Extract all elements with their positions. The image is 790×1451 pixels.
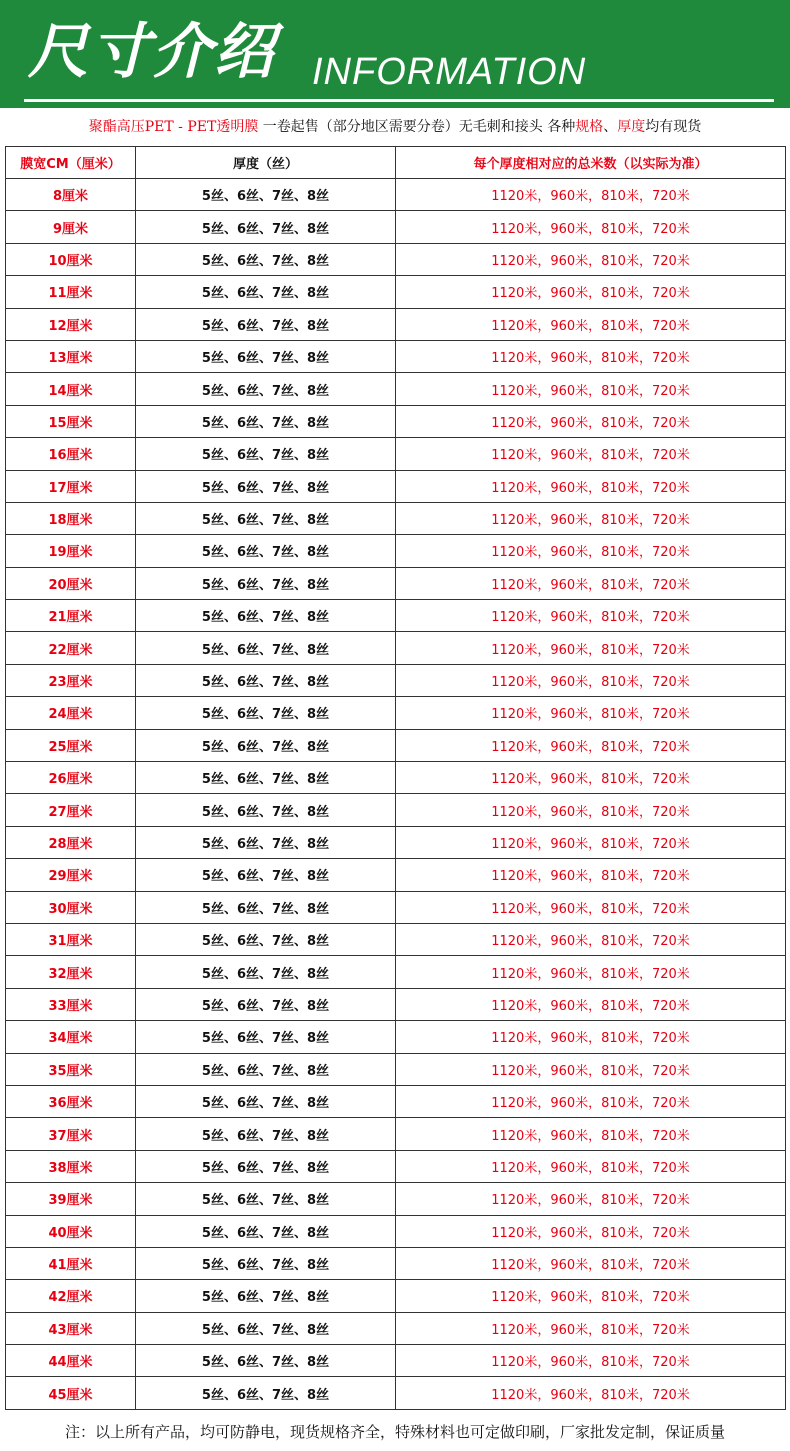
separator: 、 <box>603 119 618 135</box>
cell-width: 13厘米 <box>6 340 136 372</box>
cell-width: 45厘米 <box>6 1377 136 1409</box>
cell-length: 1120米，960米，810米，720米 <box>396 243 786 275</box>
cell-thickness: 5丝、6丝、7丝、8丝 <box>136 179 396 211</box>
cell-width: 8厘米 <box>6 179 136 211</box>
header-length: 每个厚度相对应的总米数（以实际为准） <box>396 147 786 179</box>
cell-thickness: 5丝、6丝、7丝、8丝 <box>136 664 396 696</box>
cell-length: 1120米，960米，810米，720米 <box>396 1021 786 1053</box>
table-row <box>6 1312 786 1344</box>
table-row <box>6 923 786 955</box>
cell-thickness: 5丝、6丝、7丝、8丝 <box>136 1377 396 1409</box>
cell-width: 28厘米 <box>6 826 136 858</box>
cell-length: 1120米，960米，810米，720米 <box>396 1215 786 1247</box>
table-row <box>6 535 786 567</box>
table-row <box>6 664 786 696</box>
table-row <box>6 470 786 502</box>
cell-thickness: 5丝、6丝、7丝、8丝 <box>136 632 396 664</box>
cell-length: 1120米，960米，810米，720米 <box>396 697 786 729</box>
cell-thickness: 5丝、6丝、7丝、8丝 <box>136 891 396 923</box>
cell-width: 22厘米 <box>6 632 136 664</box>
table-row <box>6 988 786 1020</box>
cell-width: 20厘米 <box>6 567 136 599</box>
cell-length: 1120米，960米，810米，720米 <box>396 923 786 955</box>
cell-width: 21厘米 <box>6 600 136 632</box>
table-row <box>6 697 786 729</box>
cell-length: 1120米，960米，810米，720米 <box>396 179 786 211</box>
sale-text: 一卷起售（部分地区需要分卷）无毛刺和接头 各种 <box>262 119 576 135</box>
cell-width: 19厘米 <box>6 535 136 567</box>
table-row <box>6 1183 786 1215</box>
table-row <box>6 438 786 470</box>
spec-label: 规格 <box>575 119 604 135</box>
cell-thickness: 5丝、6丝、7丝、8丝 <box>136 1215 396 1247</box>
cell-length: 1120米，960米，810米，720米 <box>396 1377 786 1409</box>
cell-thickness: 5丝、6丝、7丝、8丝 <box>136 1345 396 1377</box>
cell-length: 1120米，960米，810米，720米 <box>396 502 786 534</box>
table-row <box>6 729 786 761</box>
cell-thickness: 5丝、6丝、7丝、8丝 <box>136 988 396 1020</box>
table-row <box>6 632 786 664</box>
cell-width: 25厘米 <box>6 729 136 761</box>
cell-width: 15厘米 <box>6 405 136 437</box>
cell-length: 1120米，960米，810米，720米 <box>396 276 786 308</box>
cell-length: 1120米，960米，810米，720米 <box>396 988 786 1020</box>
cell-length: 1120米，960米，810米，720米 <box>396 1183 786 1215</box>
header-width: 膜宽CM（厘米） <box>6 147 136 179</box>
cell-width: 42厘米 <box>6 1280 136 1312</box>
footer-note: 注：以上所有产品，均可防静电，现货规格齐全，特殊材料也可定做印刷，厂家批发定制，保证质量 <box>64 1423 725 1441</box>
header-banner <box>0 0 790 108</box>
header-thickness: 厚度（丝） <box>136 147 396 179</box>
cell-width: 44厘米 <box>6 1345 136 1377</box>
cell-length: 1120米，960米，810米，720米 <box>396 1280 786 1312</box>
cell-width: 34厘米 <box>6 1021 136 1053</box>
table-row <box>6 762 786 794</box>
cell-width: 10厘米 <box>6 243 136 275</box>
cell-thickness: 5丝、6丝、7丝、8丝 <box>136 697 396 729</box>
table-row <box>6 1021 786 1053</box>
cell-length: 1120米，960米，810米，720米 <box>396 762 786 794</box>
table-row <box>6 502 786 534</box>
cell-length: 1120米，960米，810米，720米 <box>396 826 786 858</box>
banner-title-en: INFORMATION <box>312 51 587 93</box>
cell-width: 40厘米 <box>6 1215 136 1247</box>
cell-thickness: 5丝、6丝、7丝、8丝 <box>136 826 396 858</box>
cell-length: 1120米，960米，810米，720米 <box>396 211 786 243</box>
cell-thickness: 5丝、6丝、7丝、8丝 <box>136 502 396 534</box>
cell-length: 1120米，960米，810米，720米 <box>396 1118 786 1150</box>
product-name: 聚酯高压PET - PET透明膜 <box>88 119 259 135</box>
cell-width: 16厘米 <box>6 438 136 470</box>
cell-length: 1120米，960米，810米，720米 <box>396 956 786 988</box>
table-row <box>6 1247 786 1279</box>
cell-length: 1120米，960米，810米，720米 <box>396 1053 786 1085</box>
cell-width: 32厘米 <box>6 956 136 988</box>
cell-length: 1120米，960米，810米，720米 <box>396 794 786 826</box>
cell-length: 1120米，960米，810米，720米 <box>396 600 786 632</box>
table-row <box>6 308 786 340</box>
cell-thickness: 5丝、6丝、7丝、8丝 <box>136 243 396 275</box>
cell-width: 23厘米 <box>6 664 136 696</box>
table-row <box>6 1150 786 1182</box>
cell-thickness: 5丝、6丝、7丝、8丝 <box>136 1021 396 1053</box>
cell-thickness: 5丝、6丝、7丝、8丝 <box>136 1280 396 1312</box>
cell-width: 30厘米 <box>6 891 136 923</box>
cell-length: 1120米，960米，810米，720米 <box>396 1150 786 1182</box>
table-row <box>6 956 786 988</box>
cell-length: 1120米，960米，810米，720米 <box>396 1345 786 1377</box>
table-row <box>6 1118 786 1150</box>
cell-length: 1120米，960米，810米，720米 <box>396 859 786 891</box>
table-row <box>6 1280 786 1312</box>
cell-thickness: 5丝、6丝、7丝、8丝 <box>136 600 396 632</box>
cell-width: 14厘米 <box>6 373 136 405</box>
cell-length: 1120米，960米，810米，720米 <box>396 891 786 923</box>
cell-length: 1120米，960米，810米，720米 <box>396 1247 786 1279</box>
cell-length: 1120米，960米，810米，720米 <box>396 340 786 372</box>
cell-thickness: 5丝、6丝、7丝、8丝 <box>136 1183 396 1215</box>
cell-width: 35厘米 <box>6 1053 136 1085</box>
spec-table <box>5 146 786 1410</box>
cell-thickness: 5丝、6丝、7丝、8丝 <box>136 340 396 372</box>
cell-width: 39厘米 <box>6 1183 136 1215</box>
cell-length: 1120米，960米，810米，720米 <box>396 632 786 664</box>
cell-thickness: 5丝、6丝、7丝、8丝 <box>136 405 396 437</box>
table-row <box>6 1345 786 1377</box>
cell-width: 26厘米 <box>6 762 136 794</box>
cell-width: 27厘米 <box>6 794 136 826</box>
table-row <box>6 1377 786 1409</box>
cell-length: 1120米，960米，810米，720米 <box>396 308 786 340</box>
cell-thickness: 5丝、6丝、7丝、8丝 <box>136 859 396 891</box>
table-row <box>6 373 786 405</box>
cell-thickness: 5丝、6丝、7丝、8丝 <box>136 1118 396 1150</box>
cell-thickness: 5丝、6丝、7丝、8丝 <box>136 794 396 826</box>
table-row <box>6 179 786 211</box>
table-row <box>6 340 786 372</box>
cell-length: 1120米，960米，810米，720米 <box>396 405 786 437</box>
cell-width: 29厘米 <box>6 859 136 891</box>
cell-width: 37厘米 <box>6 1118 136 1150</box>
cell-thickness: 5丝、6丝、7丝、8丝 <box>136 373 396 405</box>
cell-length: 1120米，960米，810米，720米 <box>396 664 786 696</box>
cell-thickness: 5丝、6丝、7丝、8丝 <box>136 470 396 502</box>
cell-width: 41厘米 <box>6 1247 136 1279</box>
table-row <box>6 276 786 308</box>
table-row <box>6 567 786 599</box>
cell-width: 11厘米 <box>6 276 136 308</box>
table-row <box>6 1215 786 1247</box>
table-row <box>6 891 786 923</box>
cell-length: 1120米，960米，810米，720米 <box>396 729 786 761</box>
table-header-row <box>6 147 786 179</box>
cell-thickness: 5丝、6丝、7丝、8丝 <box>136 1085 396 1117</box>
thickness-label: 厚度 <box>617 119 646 135</box>
cell-thickness: 5丝、6丝、7丝、8丝 <box>136 729 396 761</box>
table-row <box>6 794 786 826</box>
cell-thickness: 5丝、6丝、7丝、8丝 <box>136 535 396 567</box>
cell-thickness: 5丝、6丝、7丝、8丝 <box>136 1053 396 1085</box>
cell-width: 33厘米 <box>6 988 136 1020</box>
cell-length: 1120米，960米，810米，720米 <box>396 567 786 599</box>
stock-text: 均有现货 <box>645 119 702 135</box>
cell-thickness: 5丝、6丝、7丝、8丝 <box>136 211 396 243</box>
cell-width: 9厘米 <box>6 211 136 243</box>
cell-thickness: 5丝、6丝、7丝、8丝 <box>136 276 396 308</box>
cell-length: 1120米，960米，810米，720米 <box>396 535 786 567</box>
cell-length: 1120米，960米，810米，720米 <box>396 1085 786 1117</box>
cell-thickness: 5丝、6丝、7丝、8丝 <box>136 438 396 470</box>
cell-width: 36厘米 <box>6 1085 136 1117</box>
table-row <box>6 405 786 437</box>
table-row <box>6 1085 786 1117</box>
banner-title-cn: 尺寸介绍 <box>28 17 276 87</box>
cell-length: 1120米，960米，810米，720米 <box>396 373 786 405</box>
cell-thickness: 5丝、6丝、7丝、8丝 <box>136 762 396 794</box>
cell-width: 24厘米 <box>6 697 136 729</box>
cell-length: 1120米，960米，810米，720米 <box>396 438 786 470</box>
cell-thickness: 5丝、6丝、7丝、8丝 <box>136 308 396 340</box>
cell-thickness: 5丝、6丝、7丝、8丝 <box>136 1312 396 1344</box>
cell-width: 17厘米 <box>6 470 136 502</box>
cell-width: 31厘米 <box>6 923 136 955</box>
cell-width: 43厘米 <box>6 1312 136 1344</box>
cell-thickness: 5丝、6丝、7丝、8丝 <box>136 567 396 599</box>
cell-thickness: 5丝、6丝、7丝、8丝 <box>136 1150 396 1182</box>
cell-length: 1120米，960米，810米，720米 <box>396 1312 786 1344</box>
cell-width: 12厘米 <box>6 308 136 340</box>
cell-width: 18厘米 <box>6 502 136 534</box>
table-row <box>6 600 786 632</box>
table-row <box>6 1053 786 1085</box>
table-row <box>6 211 786 243</box>
table-row <box>6 826 786 858</box>
cell-length: 1120米，960米，810米，720米 <box>396 470 786 502</box>
table-row <box>6 243 786 275</box>
cell-thickness: 5丝、6丝、7丝、8丝 <box>136 923 396 955</box>
cell-width: 38厘米 <box>6 1150 136 1182</box>
cell-thickness: 5丝、6丝、7丝、8丝 <box>136 956 396 988</box>
banner-divider <box>24 99 774 102</box>
cell-thickness: 5丝、6丝、7丝、8丝 <box>136 1247 396 1279</box>
product-subtitle <box>0 112 790 142</box>
table-row <box>6 859 786 891</box>
